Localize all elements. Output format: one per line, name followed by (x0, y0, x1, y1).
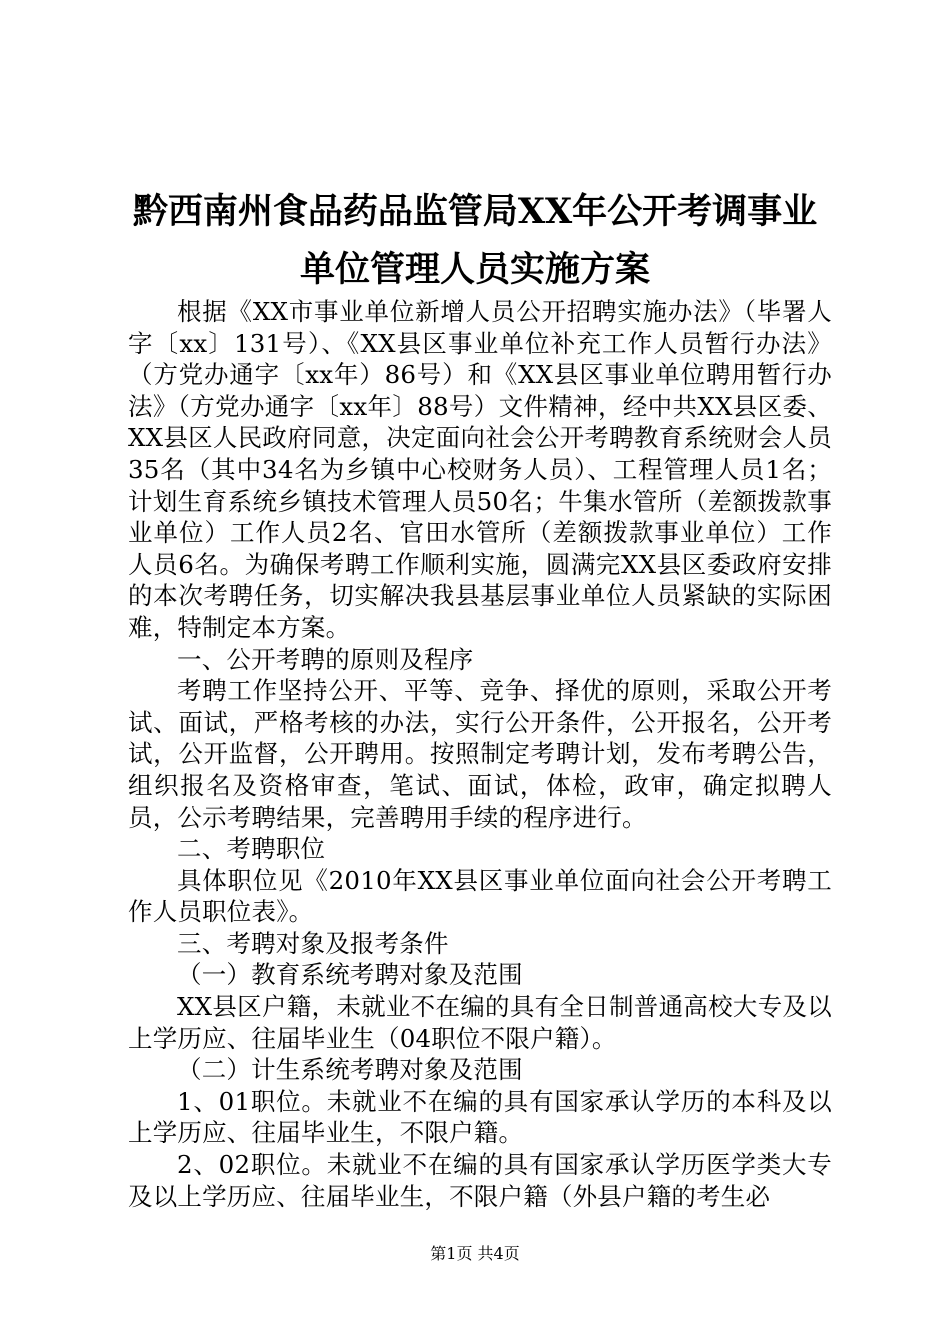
document-body (128, 296, 832, 1212)
document-title-line-2: 单位管理人员实施方案 (299, 249, 650, 290)
section-heading-1: 一、公开考聘的原则及程序 (177, 644, 474, 674)
paragraph-principles: 考聘工作坚持公开、平等、竞争、择优的原则，采取公开考试、面试，严格考核的办法，实行公开条件，公开报名，公开考试，公开监督，公开聘用。按照制定考聘计划，发布考聘公告，组织报名及资格审查，笔试、面试，体检，政审，确定拟聘人员，公示考聘结果，完善聘用手续的程序进行。 (128, 676, 832, 832)
subsection-heading-2: （二）计生系统考聘对象及范围 (177, 1055, 523, 1085)
paragraph-intro: 根据《XX市事业单位新增人员公开招聘实施办法》（毕署人字〔xx〕131号）、《XX县区事业单位补充工作人员暂行办法》（方党办通字〔xx年）86号）和《XX县区事业单位聘用暂行办法》（方党办通字〔xx年〕88号）文件精神，经中共XX县区委、XX县区人民政府同意，决定面向社会公开考聘教育系统财会人员35名（其中34名为乡镇中心校财务人员）、工程管理人员1名；计划生育系统乡镇技术管理人员50名；牛集水管所（差额拨款事业单位）工作人员2名、官田水管所（差额拨款事业单位）工作人员6名。为确保考聘工作顺利实施，圆满完XX县区委政府安排的本次考聘任务，切实解决我县基层事业单位人员紧缺的实际困难，特制定本方案。 (128, 297, 832, 642)
subsection-heading-1: （一）教育系统考聘对象及范围 (177, 960, 523, 990)
page-footer: 第1页 共4页 (430, 1244, 520, 1263)
section-heading-3: 三、考聘对象及报考条件 (177, 928, 449, 958)
paragraph-positions: 具体职位见《2010年XX县区事业单位面向社会公开考聘工作人员职位表》。 (128, 865, 832, 927)
document-title-line-1: 黔西南州食品药品监管局XX年公开考调事业 (132, 191, 818, 232)
paragraph-position-02: 2、02职位。未就业不在编的具有国家承认学历医学类大专及以上学历应、往届毕业生，不限户籍（外县户籍的考生必 (128, 1150, 832, 1211)
section-heading-2: 二、考聘职位 (177, 834, 326, 864)
paragraph-education-scope: XX县区户籍，未就业不在编的具有全日制普通高校大专及以上学历应、往届毕业生（04职位不限户籍）。 (128, 992, 832, 1053)
paragraph-position-01: 1、01职位。未就业不在编的具有国家承认学历的本科及以上学历应、往届毕业生，不限户籍。 (128, 1086, 832, 1148)
